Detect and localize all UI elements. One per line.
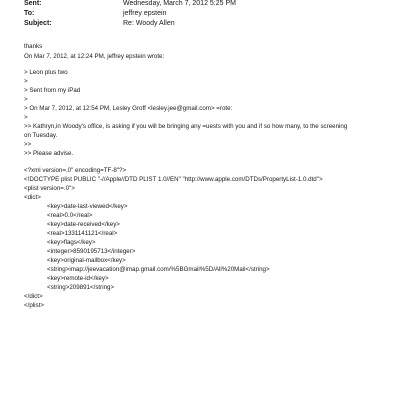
header-sent-label: Sent:	[24, 0, 42, 7]
body-line: <real>0.0</real>	[47, 212, 93, 219]
body-line: <integer>8590195713</integer>	[47, 248, 136, 255]
body-line: <real>1331141121</real>	[47, 230, 118, 237]
header-to-label: To:	[24, 10, 35, 17]
body-line: <key>date-received</key>	[47, 221, 120, 228]
body-line: <string>209891</string>	[47, 284, 115, 291]
body-line: <dict>	[24, 194, 41, 201]
body-line: > Leon plus two	[24, 69, 68, 76]
body-line: <?xml version=.0" encoding=TF-8"?>	[24, 167, 127, 174]
body-line: >	[24, 114, 28, 121]
body-line: <string>imap://jeevacation@imap.gmail.com/%5BGmail%5D/All%20Mail</string>	[47, 266, 270, 273]
body-line: <key>remote-id</key>	[47, 275, 109, 282]
body-line: <key>flags</key>	[47, 239, 96, 246]
body-line: </dict>	[24, 293, 43, 300]
body-line: >> Please advise.	[24, 150, 74, 157]
header-sent-value: Wednesday, March 7, 2012 5:25 PM	[123, 0, 236, 7]
body-line: On Mar 7, 2012, at 12:24 PM, jeffrey epstein wrote:	[24, 53, 165, 60]
header-sent-row	[24, 0, 236, 8]
body-line: > Sent from my iPad	[24, 87, 81, 94]
body-line: >	[24, 78, 28, 85]
body-line: >> Kathryn,in Woody's office, is asking if you will be bringing any =uests with you and if so how many, to the screening	[24, 123, 348, 130]
header-subject-label: Subject:	[24, 20, 52, 27]
body-line: <!DOCTYPE plist PUBLIC "-//Apple//DTD PLIST 1.0//EN" "http://www.apple.com/DTDs/PropertyList-1.0.dtd">	[24, 176, 323, 183]
body-line: </plist>	[24, 302, 44, 309]
body-line: <key>original-mailbox</key>	[47, 257, 126, 264]
header-to-value: jeffrey epstein	[123, 10, 167, 17]
body-line: <plist version=.0">	[24, 185, 75, 192]
header-to-row	[24, 9, 166, 18]
body-line: >>	[24, 141, 32, 148]
body-line: <key>date-last-viewed</key>	[47, 203, 128, 210]
body-line: >	[24, 96, 28, 103]
header-subject-row	[24, 19, 175, 28]
body-line: > On Mar 7, 2012, at 12:54 PM, Lesley Groff <lesley.jee@gmail.com> =rote:	[24, 105, 233, 112]
body-line: thanks	[24, 43, 43, 50]
body-line: on Tuesday.	[24, 132, 58, 139]
header-subject-value: Re: Woody Allen	[123, 20, 175, 27]
